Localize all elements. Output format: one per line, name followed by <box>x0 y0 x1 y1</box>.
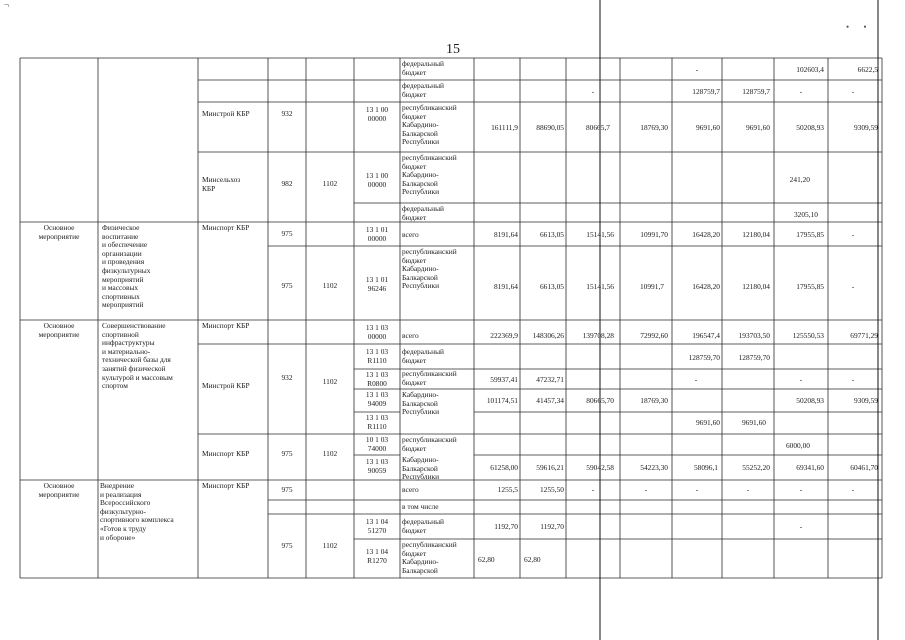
code-cell: 1102 <box>322 378 338 386</box>
value-cell: 1192,70 <box>494 523 518 531</box>
value-cell: 47232,71 <box>536 376 564 384</box>
value-cell: 88690,05 <box>536 124 564 132</box>
value-cell: - <box>695 486 699 494</box>
executor-label: Минспорт КБР <box>202 450 250 458</box>
code-cell: 1102 <box>322 180 338 188</box>
value-cell: 62,80 <box>524 556 541 564</box>
code-cell: 975 <box>281 450 293 458</box>
value-cell: - <box>799 523 803 531</box>
code-cell: 975 <box>281 486 293 494</box>
code-cell: 975 <box>281 282 293 290</box>
value-cell: 3205,10 <box>793 211 818 219</box>
source-label: федеральный бюджет <box>402 82 444 99</box>
source-label: республиканский бюджет <box>402 370 457 387</box>
value-cell: 101174,51 <box>486 397 518 405</box>
value-cell: 72992,60 <box>640 332 668 340</box>
value-cell: 9691,60 <box>745 124 770 132</box>
executor-label: Минсельхоз КБР <box>202 176 241 193</box>
value-cell: 9691,60 <box>695 419 720 427</box>
source-label: республиканский бюджет Кабардино- Балкарской Республики <box>402 154 457 197</box>
value-cell: - <box>799 376 803 384</box>
value-cell: 59616,21 <box>536 464 564 472</box>
value-cell: 10991,7 <box>639 283 664 291</box>
value-cell: - <box>851 88 855 96</box>
value-cell: 80665,7 <box>585 124 610 132</box>
code-cell: 932 <box>281 110 293 118</box>
value-cell: 9691,60 <box>741 419 766 427</box>
row-type: Основное мероприятие <box>38 224 80 241</box>
value-cell: 12180,04 <box>742 283 770 291</box>
value-cell: - <box>799 486 803 494</box>
value-cell: 58096,1 <box>693 464 718 472</box>
source-label: федеральный бюджет <box>402 205 444 222</box>
source-label: всего <box>402 486 419 494</box>
value-cell: 1192,70 <box>540 523 564 531</box>
value-cell: - <box>695 66 699 74</box>
activity-description: Внедрение и реализация Всероссийского физкультурно- спортивного комплекса «Готов к труду и обороне» <box>100 482 174 542</box>
value-cell: - <box>851 231 855 239</box>
value-cell: 50208,93 <box>796 397 824 405</box>
value-cell: 16428,20 <box>692 231 720 239</box>
value-cell: 15141,56 <box>586 231 614 239</box>
code-cell: 13 1 03 R0800 <box>365 371 389 388</box>
code-cell: 13 1 03 00000 <box>365 324 389 341</box>
value-cell: 59042,58 <box>586 464 614 472</box>
value-cell: 9309,59 <box>853 397 878 405</box>
executor-label: Минстрой КБР <box>202 382 250 390</box>
value-cell: 17955,85 <box>796 231 824 239</box>
value-cell: 1255,5 <box>497 486 518 494</box>
value-cell: 18769,30 <box>640 124 668 132</box>
code-cell: 13 1 03 94009 <box>365 391 389 408</box>
value-cell: 69771,29 <box>850 332 878 340</box>
value-cell: 17955,85 <box>796 283 824 291</box>
value-cell: - <box>694 376 698 384</box>
value-cell: - <box>851 486 855 494</box>
value-cell: 196547,4 <box>692 332 720 340</box>
code-cell: 13 1 04 51270 <box>365 518 389 535</box>
corner-mark-top-right: • • <box>846 22 873 32</box>
code-cell: 13 1 03 90059 <box>365 458 389 475</box>
value-cell: 193703,50 <box>738 332 770 340</box>
value-cell: - <box>851 376 855 384</box>
value-cell: 60461,70 <box>850 464 878 472</box>
activity-description: Совершенствование спортивной инфраструктуры и материально- технической базы для занятий физической культурой и массовым спортом <box>102 322 173 391</box>
value-cell: 15141,56 <box>586 283 614 291</box>
executor-label: Минспорт КБР <box>202 482 250 490</box>
code-cell: 13 1 03 R1110 <box>365 414 389 431</box>
value-cell: 128759,70 <box>738 354 770 362</box>
value-cell: - <box>591 486 595 494</box>
value-cell: 6622,5 <box>857 66 878 74</box>
value-cell: 59937,41 <box>490 376 518 384</box>
row-type: Основное мероприятие <box>38 322 80 339</box>
code-cell: 13 1 04 R1270 <box>365 548 389 565</box>
value-cell: 8191,64 <box>493 231 518 239</box>
code-cell: 1102 <box>322 542 338 550</box>
value-cell: 69341,60 <box>796 464 824 472</box>
value-cell: - <box>591 88 595 96</box>
value-cell: 41457,34 <box>536 397 564 405</box>
value-cell: 125550,53 <box>792 332 824 340</box>
source-label: всего <box>402 332 419 340</box>
executor-label: Минстрой КБР <box>202 110 250 118</box>
value-cell: - <box>799 88 803 96</box>
page-number: 15 <box>446 42 460 57</box>
value-cell: 128759,7 <box>742 88 770 96</box>
value-cell: 50208,93 <box>796 124 824 132</box>
value-cell: 161111,9 <box>491 124 518 132</box>
code-cell: 1102 <box>322 282 338 290</box>
source-label: республиканский бюджет Кабардино- Балкарской Республики <box>402 248 457 291</box>
value-cell: - <box>746 486 750 494</box>
code-cell: 13 1 03 R1110 <box>365 348 389 365</box>
code-cell: 10 1 03 74000 <box>365 436 389 453</box>
code-cell: 975 <box>281 230 293 238</box>
source-label: Кабардино- Балкарской Республики <box>402 456 440 482</box>
source-label: федеральный бюджет <box>402 60 444 77</box>
source-label: Кабардино- Балкарской Республики <box>402 391 440 417</box>
executor-label: Минспорт КБР <box>202 322 250 330</box>
code-cell: 932 <box>281 374 293 382</box>
code-cell: 1102 <box>322 450 338 458</box>
value-cell: 102603,4 <box>796 66 824 74</box>
value-cell: 8191,64 <box>493 283 518 291</box>
activity-description: Физическое воспитание и обеспечение организации и проведения физкультурных мероприятий и массовых спортивных мероприятий <box>102 224 151 310</box>
code-cell: 13 1 01 96246 <box>365 276 389 293</box>
value-cell: - <box>851 283 855 291</box>
value-cell: - <box>644 486 648 494</box>
code-cell: 13 1 01 00000 <box>365 226 389 243</box>
value-cell: 6613,05 <box>539 283 564 291</box>
value-cell: 241,20 <box>789 176 810 184</box>
value-cell: 18769,30 <box>640 397 668 405</box>
value-cell: 128759,70 <box>688 354 720 362</box>
code-cell: 13 1 00 00000 <box>365 172 389 189</box>
value-cell: 55252,20 <box>742 464 770 472</box>
corner-mark-top-left: ¬ <box>4 0 10 10</box>
source-label: республиканский бюджет Кабардино- Балкарской Республики <box>402 104 457 147</box>
source-label: федеральный бюджет <box>402 518 444 535</box>
source-label: федеральный бюджет <box>402 348 444 365</box>
value-cell: 62,80 <box>478 556 495 564</box>
value-cell: 12180,04 <box>742 231 770 239</box>
value-cell: 139708,28 <box>582 332 614 340</box>
value-cell: 1255,50 <box>539 486 564 494</box>
row-type: Основное мероприятие <box>38 482 80 499</box>
executor-label: Минспорт КБР <box>202 224 250 232</box>
value-cell: 9691,60 <box>695 124 720 132</box>
source-label: всего <box>402 231 419 239</box>
value-cell: 54223,30 <box>640 464 668 472</box>
value-cell: 148306,26 <box>532 332 564 340</box>
source-label: республиканский бюджет Кабардино- Балкарской <box>402 541 457 575</box>
value-cell: 16428,20 <box>692 283 720 291</box>
source-label: республиканский бюджет <box>402 436 457 453</box>
value-cell: 9309,59 <box>853 124 878 132</box>
code-cell: 975 <box>281 542 293 550</box>
value-cell: 80665,70 <box>586 397 614 405</box>
code-cell: 982 <box>281 180 293 188</box>
code-cell: 13 1 00 00000 <box>365 106 389 123</box>
source-label: в том числе <box>402 503 439 511</box>
value-cell: 128759,7 <box>692 88 720 96</box>
value-cell: 6613,05 <box>539 231 564 239</box>
value-cell: 10991,70 <box>640 231 668 239</box>
value-cell: 61258,00 <box>490 464 518 472</box>
value-cell: 6000,00 <box>785 442 810 450</box>
value-cell: 222369,9 <box>490 332 518 340</box>
